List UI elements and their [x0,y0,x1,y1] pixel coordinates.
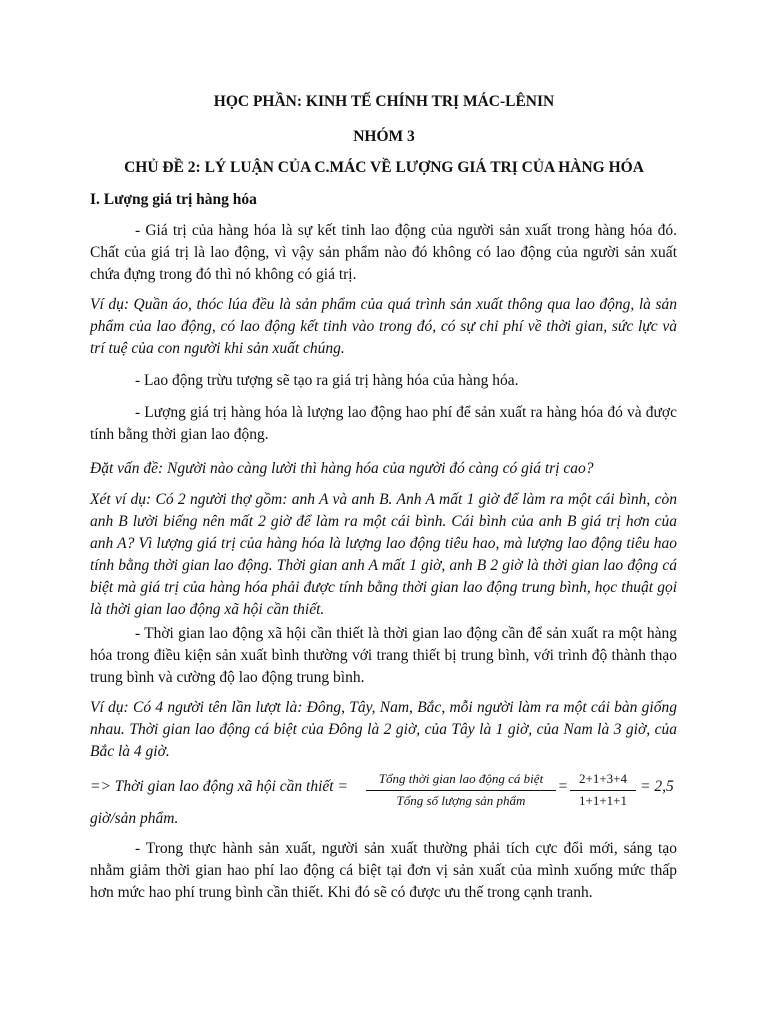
formula [90,766,680,812]
paragraph-value-definition: - Giá trị của hàng hóa là sự kết tinh lao động của người sản xuất trong hàng hóa đó. Chất của giá trị là lao động, vì vậy sản phẩm nào đó không có lao động của người sản xuất chứa đựng trong đó thì nó không có giá trị. [90,222,677,283]
course-title: HỌC PHẦN: KINH TẾ CHÍNH TRỊ MÁC-LÊNIN [213,93,555,110]
section-heading: I. Lượng giá trị hàng hóa [90,191,257,208]
formula-lead: => Thời gian lao động xã hội cần thiết = [90,778,348,795]
fraction-numerator: 2+1+3+4 [579,771,627,786]
fraction-numerator: Tổng thời gian lao động cá biệt [378,771,544,786]
paragraph-value-magnitude: - Lượng giá trị hàng hóa là lượng lao động hao phí để sản xuất ra hàng hóa đó và được tính bằng thời gian lao động. [90,404,677,443]
paragraph-example-clothes: Ví dụ: Quần áo, thóc lúa đều là sản phẩm của quá trình sản xuất thông qua lao động, là sản phẩm của lao động, có lao động kết tinh vào trong đó, có sự chi phí về thời gian, sức lực và trí tuệ của con người khi sản xuất chúng. [90,296,677,357]
formula-result: = 2,5 [640,778,674,795]
fraction-bar [570,790,636,791]
topic-title: CHỦ ĐỀ 2: LÝ LUẬN CỦA C.MÁC VỀ LƯỢNG GIÁ TRỊ CỦA HÀNG HÓA [124,159,644,176]
paragraph-question: Đặt vấn đề: Người nào càng lười thì hàng hóa của người đó càng có giá trị cao? [90,460,594,477]
paragraph-example-four-people: Ví dụ: Có 4 người tên lần lượt là: Đông, Tây, Nam, Bắc, mỗi người làm ra một cái bàn giống nhau. Thời gian lao động cá biệt của Đông là 2 giờ, của Tây là 1 giờ, của Nam là 3 giờ, của Bắc là 4 giờ. [90,699,677,760]
fraction-denominator: 1+1+1+1 [579,793,627,808]
paragraph-abstract-labor: - Lao động trừu tượng sẽ tạo ra giá trị hàng hóa của hàng hóa. [135,372,519,389]
paragraph-innovation: - Trong thực hành sản xuất, người sản xuất thường phải tích cực đổi mới, sáng tạo nhằm giảm thời gian hao phí lao động cá biệt tại đơn vị sản xuất của mình xuống mức thấp hơn mức hao phí trung bình cần thiết. Khi đó sẽ có được ưu thế trong cạnh tranh. [90,840,677,901]
group-title: NHÓM 3 [353,128,415,145]
equals-sign: = [558,778,568,795]
fraction-total-time [366,770,556,810]
fraction-numbers [570,770,636,810]
fraction-bar [366,790,556,791]
paragraph-socially-necessary-time: - Thời gian lao động xã hội cần thiết là thời gian lao động cần để sản xuất ra một hàng hóa trong điều kiện sản xuất bình thường với trang thiết bị trung bình, với trình độ thành thạo trung bình và cường độ lao động trung bình. [90,625,677,686]
fraction-denominator: Tổng số lượng sản phẩm [396,793,526,808]
formula-unit: giờ/sản phẩm. [90,810,179,827]
paragraph-example-workers: Xét ví dụ: Có 2 người thợ gồm: anh A và anh B. Anh A mất 1 giờ để làm ra một cái bình, còn anh B lười biếng nên mất 2 giờ để làm ra một cái bình. Cái bình của anh B giá trị hơn của anh A? Vì lượng giá trị của hàng hóa là lượng lao động tiêu hao, mà lượng lao động tiêu hao tính bằng thời gian lao động. Thời gian anh A mất 1 giờ, anh B 2 giờ là thời gian lao động cá biệt mà giá trị của hàng hóa phải được tính bằng thời gian lao động trung bình, học thuật gọi là thời gian lao động xã hội cần thiết. [90,491,677,618]
